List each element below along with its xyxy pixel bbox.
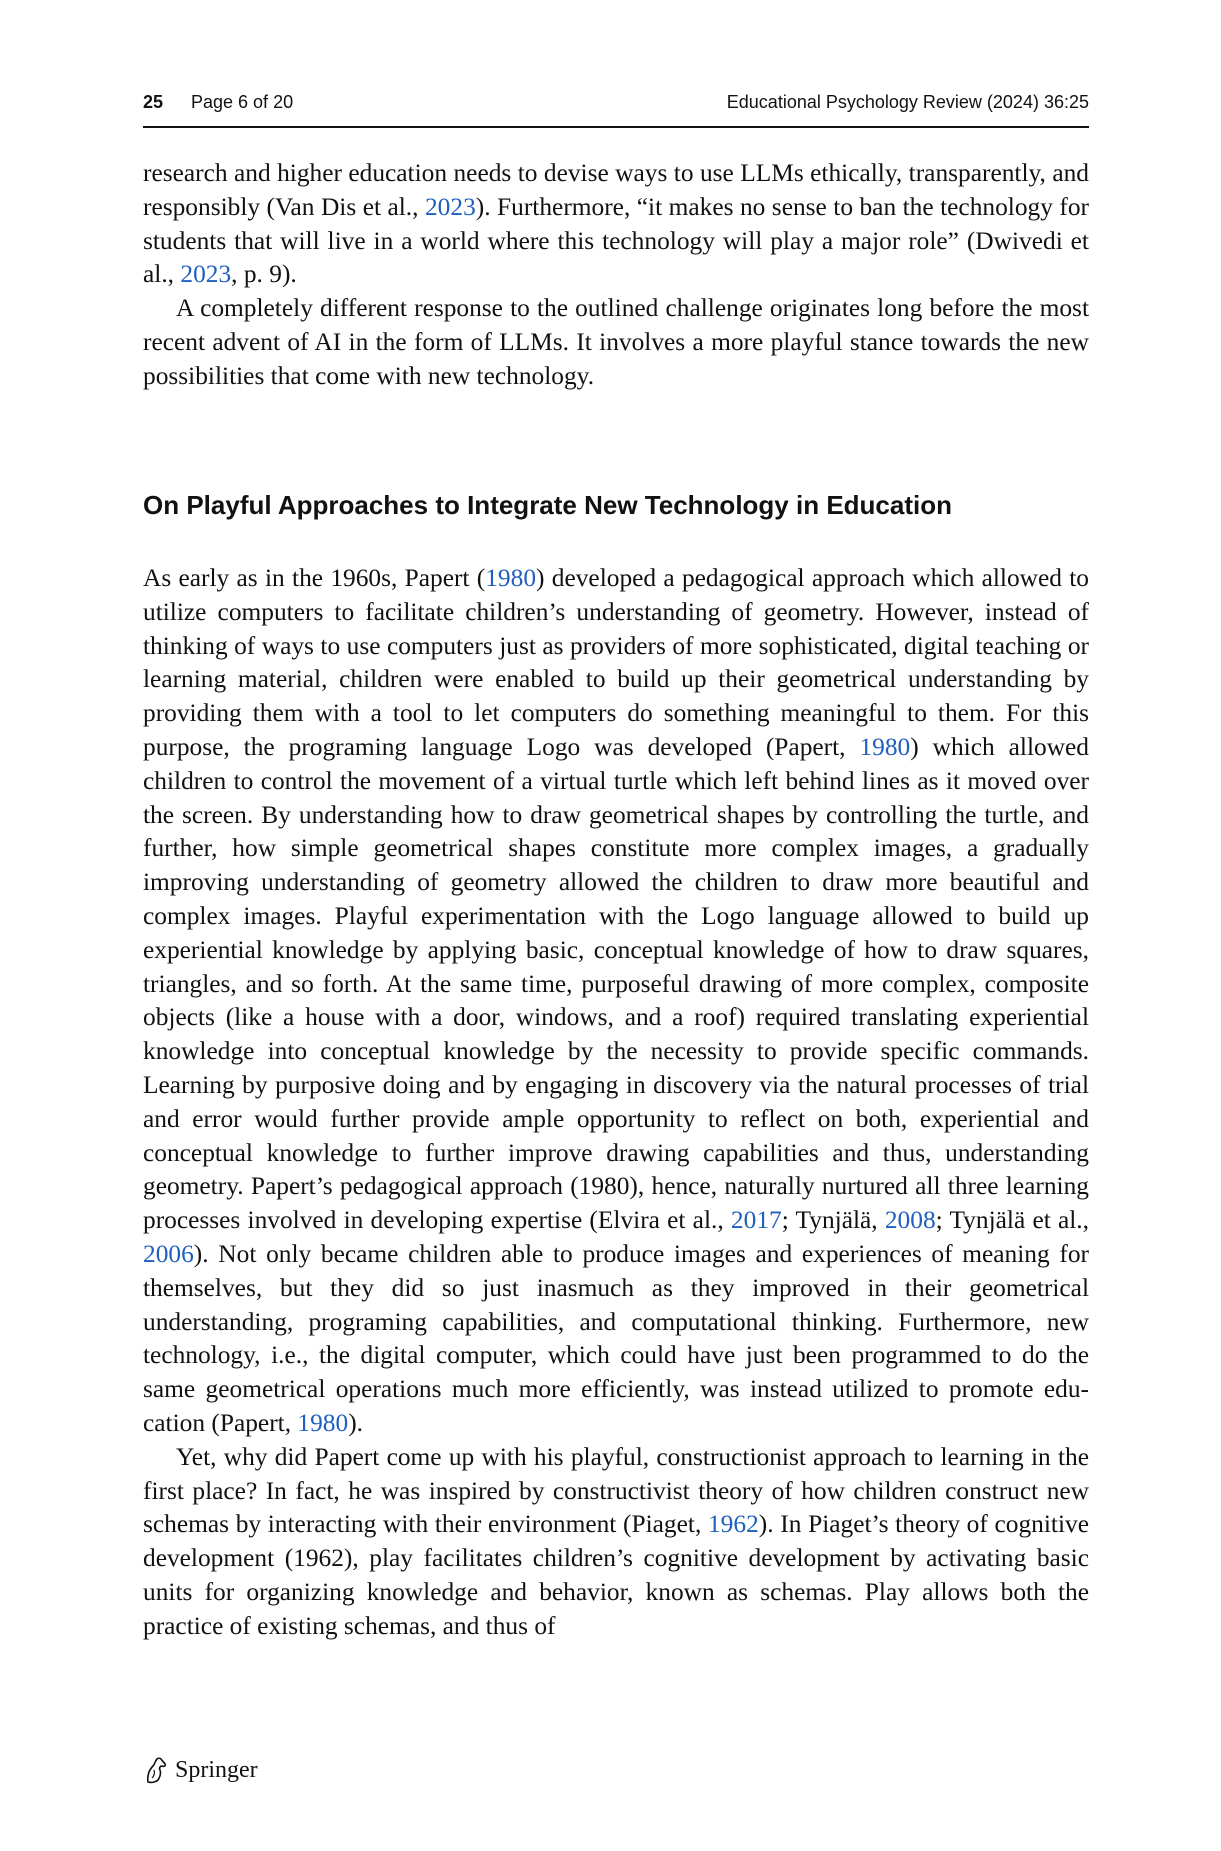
citation-link[interactable]: 2017 (730, 1206, 782, 1235)
paragraph-1 (143, 157, 1089, 292)
page-of-total: Page 6 of 20 (191, 92, 294, 112)
paragraph-3 (143, 562, 1089, 1441)
body-text-top (143, 157, 1089, 394)
text-run: , p. 9). (231, 260, 297, 289)
text-run: As early as in the 1960s, Papert ( (143, 564, 486, 592)
citation-link[interactable]: 1962 (707, 1510, 759, 1539)
citation-link[interactable]: 2006 (143, 1239, 194, 1268)
running-header (143, 88, 1089, 118)
citation-link[interactable]: 1980 (859, 732, 911, 761)
body-text-section (143, 562, 1089, 1644)
paragraph-4 (143, 1441, 1089, 1644)
citation-link[interactable]: 2023 (424, 192, 476, 221)
publisher-footer (143, 1750, 258, 1790)
springer-horse-icon (143, 1756, 169, 1784)
text-run: ; Tynjälä et al., (935, 1206, 1089, 1235)
section-heading: On Playful Approaches to Integrate New Technology in Education (143, 490, 952, 520)
citation-link[interactable]: 2008 (884, 1206, 936, 1235)
citation-link[interactable]: 1980 (485, 564, 537, 592)
text-run: ). (348, 1408, 363, 1437)
paragraph-2 (143, 292, 1089, 393)
text-run: ). Furthermore, “it makes no sense to ban the technology for students that will live in a world where this technology will play a major role” (Dwivedi et al., (143, 192, 1090, 289)
citation-link[interactable]: 2023 (180, 260, 232, 289)
text-run: research and higher education needs to devise ways to use LLMs ethically, transparently, and responsibly (Van Dis et al., (143, 159, 1089, 221)
text-run: A completely different response to the outlined challenge originates long before the most recent advent of AI in the form of LLMs. It involves a more playful stance towards the new possibilities that come with new technology. (143, 294, 1089, 390)
text-run: ). Not only became children able to produce images and experiences of meaning for themselves, but they did so just inasmuch as they improved in their geometrical understanding, programing capabilities, and computational thinking. Furthermore, new technology, i.e., the digital computer, which could have just been programmed to do the same geometrical operations much more efficiently, was instead utilized to promote education (Papert, (143, 1239, 1089, 1437)
text-run: ). In Piaget’s theory of cognitive development (1962), play facilitates children’s cognitive development by activating basic units for organizing knowledge and behavior, known as schemas. Play allows both the practice of existing schemas, and thus of (143, 1510, 1089, 1640)
text-run: Yet, why did Papert come up with his playful, constructionist approach to learning in the first place? In fact, he was inspired by constructivist theory of how children construct new schemas by interacting with their environment (Piaget, (143, 1442, 1089, 1539)
journal-citation: Educational Psychology Review (2024) 36:25 (726, 92, 1089, 112)
page-number: 25 (143, 92, 164, 112)
publisher-name: Springer (175, 1756, 258, 1783)
text-run: ) which allowed children to control the movement of a virtual turtle which left behind lines as it moved over the screen. By understanding how to draw geometrical shapes by controlling the turtle, and further, how simple geometrical shapes constitute more complex images, a gradually improving understanding of geometry allowed the children to draw more beautiful and complex images. Playful experimentation with the Logo language allowed to build up experiential knowledge by applying basic, conceptual knowledge of how to draw squares, triangles, and so forth. At the same time, purposeful drawing of more complex, composite objects (like a house with a door, windows, and a roof) required translating experiential knowledge into conceptual knowledge by the necessity to provide specific commands. Learning by purposive doing and by engaging in discovery via the natural processes of trial and error would further provide ample opportunity to reflect on both, experiential and conceptual knowledge to further improve drawing capabilities and thus, understanding geometry. Papert’s pedagogical approach (1980), hence, naturally nurtured all three learning processes involved in developing expertise (Elvira et al., (143, 732, 1090, 1235)
text-run: ) developed a pedagogical approach which allowed to utilize computers to facilitate children’s understanding of geometry. However, instead of thinking of ways to use computers just as providers of more sophisticated, digital teaching or learning material, children were enabled to build up their geometrical understanding by providing them with a tool to let computers do something meaningful to them. For this purpose, the programing language Logo was developed (Papert, (143, 564, 1089, 761)
text-run: ; Tynjälä, (781, 1206, 885, 1235)
header-rule (143, 126, 1089, 128)
citation-link[interactable]: 1980 (297, 1408, 349, 1437)
